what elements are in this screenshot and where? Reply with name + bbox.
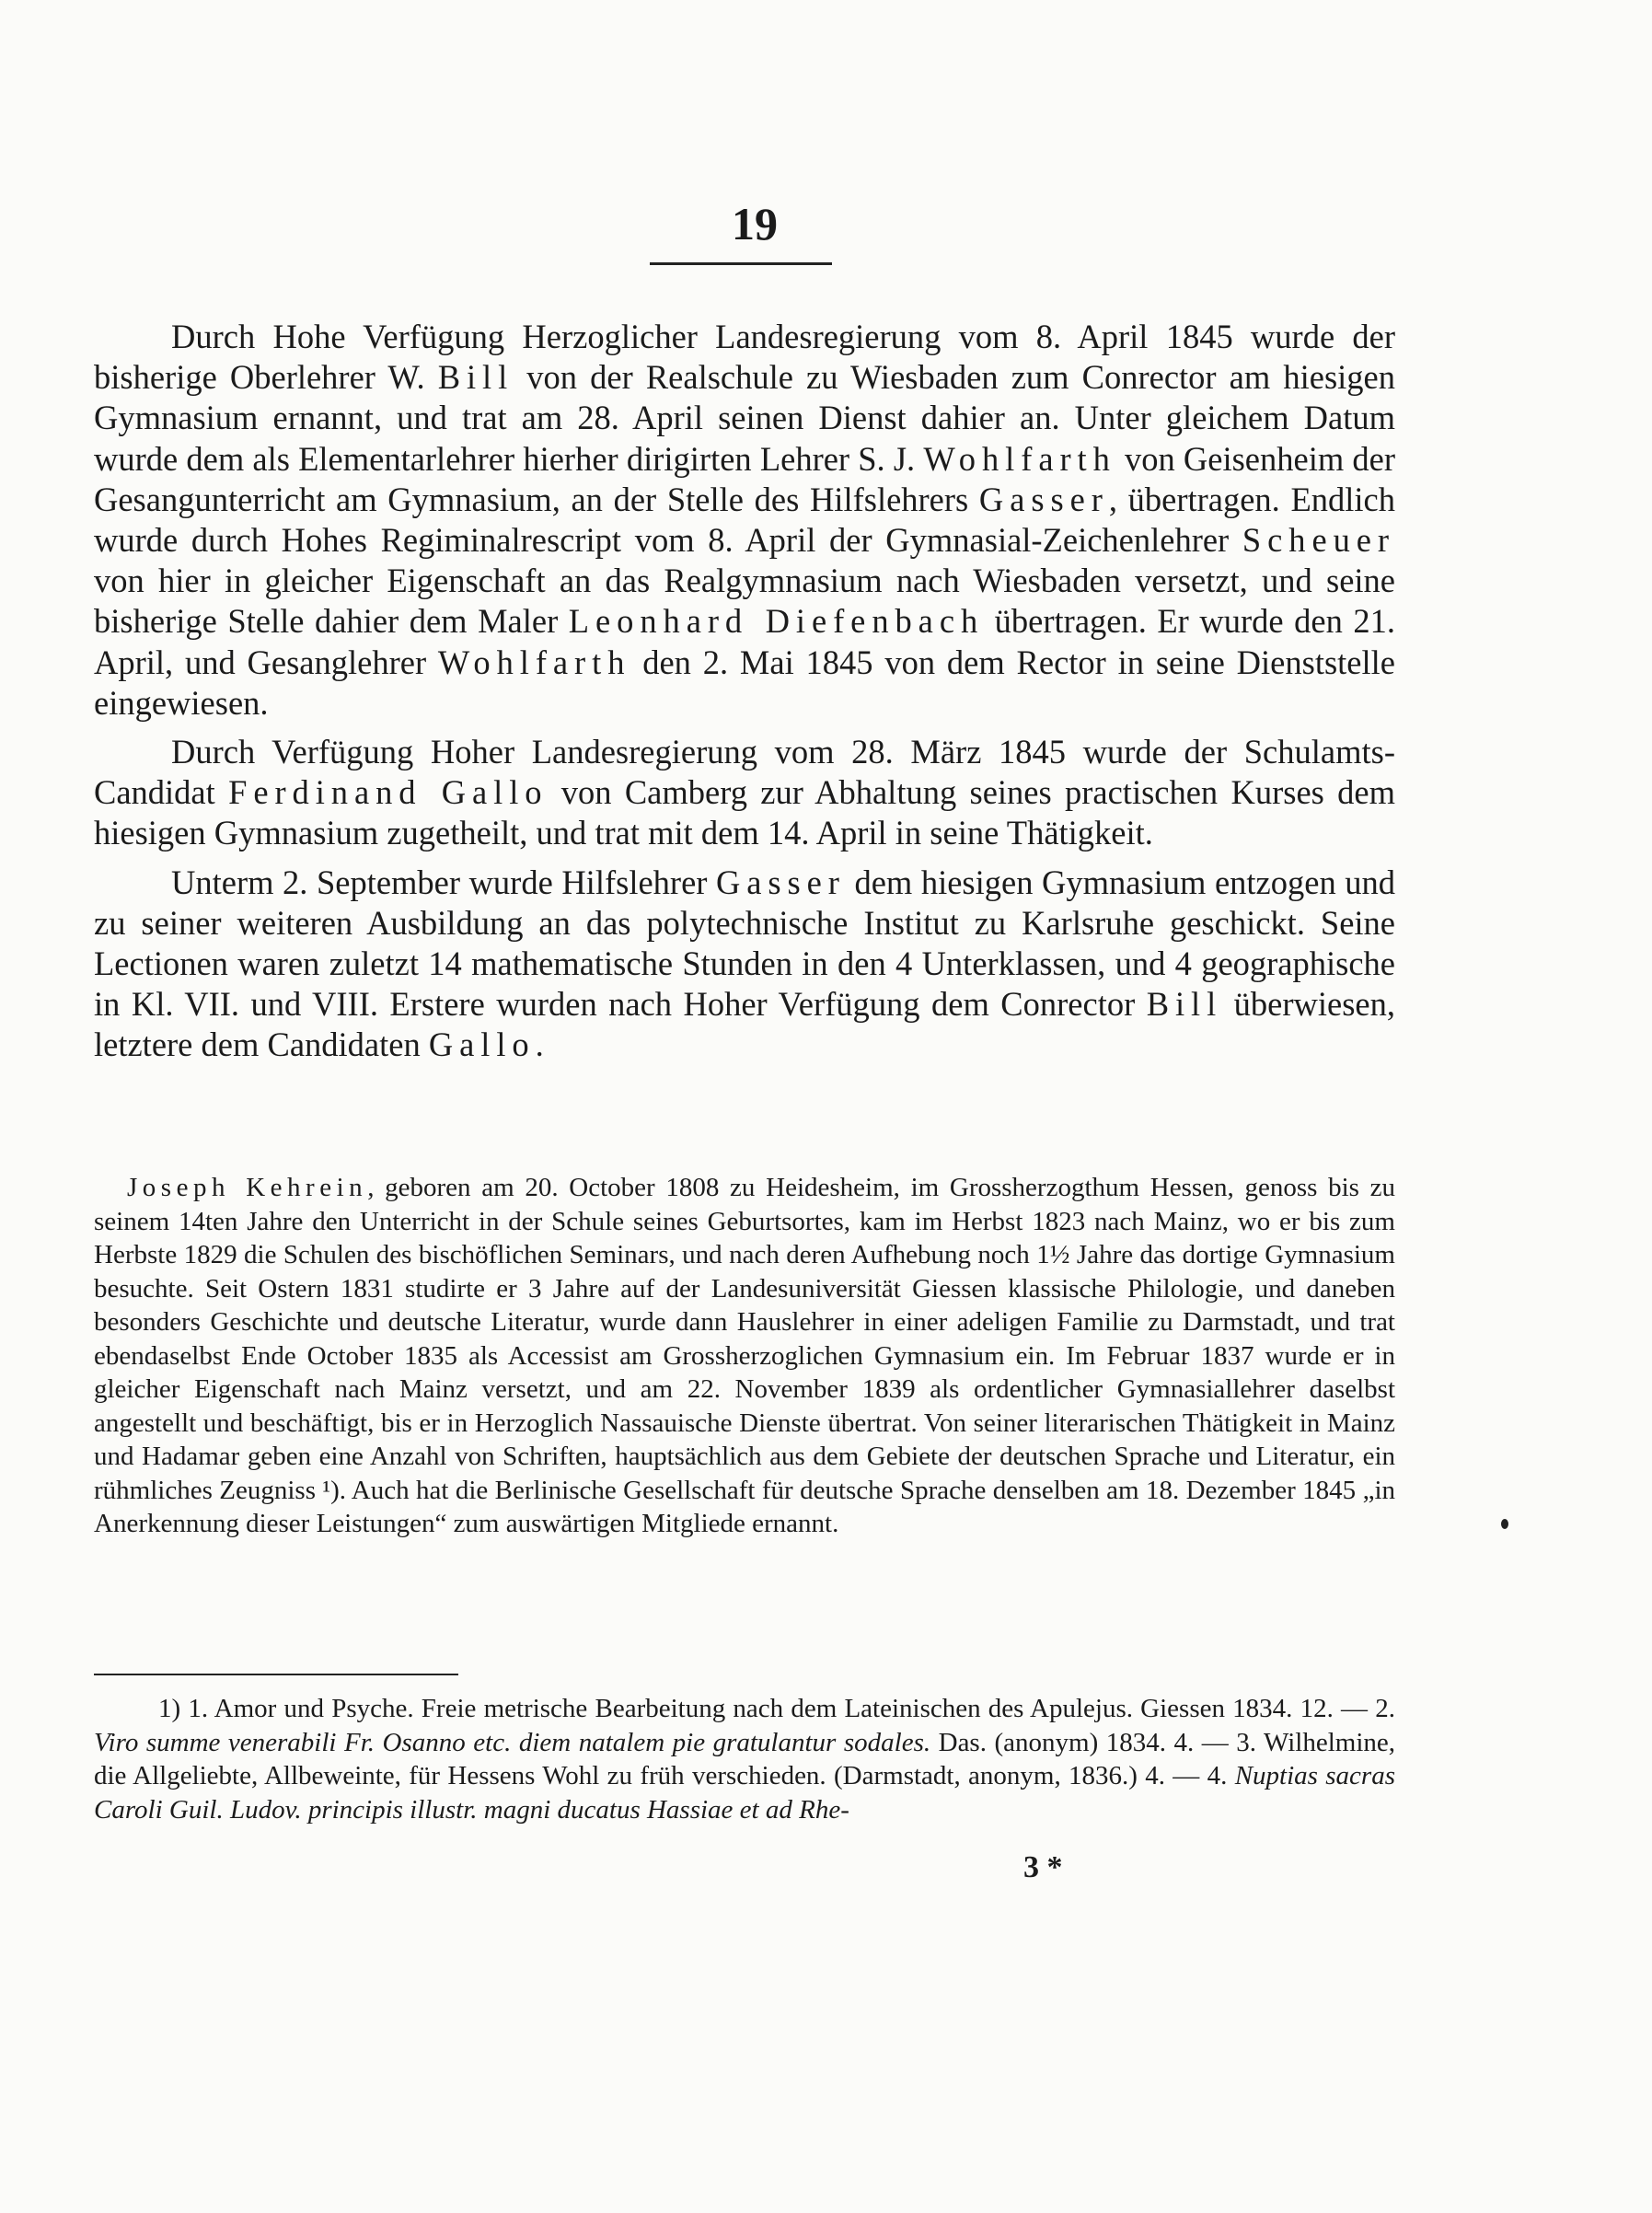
spaced-name: Ferdinand Gallo: [228, 773, 549, 812]
biography-paragraph: [94, 1171, 1395, 1541]
main-text: [94, 317, 1395, 1074]
ink-speck: [1501, 1519, 1508, 1529]
text-run: übertragen. Er wurde den 21. April, und Gesanglehrer: [94, 602, 1395, 681]
header-rule: [650, 262, 832, 265]
footnote-rule: [94, 1674, 458, 1675]
biography-note: [94, 1171, 1395, 1541]
spaced-name: Gasser: [978, 480, 1109, 518]
paragraph: [94, 317, 1395, 724]
footnote-paragraph: [94, 1692, 1395, 1826]
spaced-name: Gasser: [715, 863, 846, 901]
text-run: 1) 1. Amor und Psyche. Freie metrische Bearbeitung nach dem Lateinischen des Apulejus. Giessen 1834. 12. — 2.: [158, 1694, 1395, 1723]
spaced-name: Bill: [1146, 985, 1223, 1024]
text-run: von Geisenheim der Gesangunterricht am Gymnasium, an der Stelle des Hilfslehrers: [94, 439, 1395, 518]
text-run: den 2. Mai 1845 von dem Rector in seine Dienststelle eingewiesen.: [94, 643, 1395, 722]
text-run: , geboren am 20. October 1808 zu Heidesheim, im Grossherzogthum Hessen, genoss bis zu seinem 14ten Jahre den Unterricht in der Schule seines Geburtsortes, kam im Herbst 1823 nach Mainz, wo er bis zum Herbste 1829 die Schulen des bischöflichen Seminars, und nach deren Aufhebung noch 1½ Jahre das dortige Gymnasium besuchte. Seit Ostern 1831 studirte er 3 Jahre auf der Landesuniversität Giessen klassische Philologie, und daneben besonders Geschichte und deutsche Literatur, wurde dann Hauslehrer in einer adeligen Familie zu Darmstadt, und trat ebendaselbst Ende October 1835 als Accessist am Grossherzoglichen Gymnasium ein. Im Februar 1837 wurde er in gleicher Eigenschaft nach Mainz versetzt, und am 22. November 1839 als ordentlicher Gymnasiallehrer daselbst angestellt und beschäftigt, bis er in Herzoglich Nassauische Dienste übertrat. Von seiner literarischen Thätigkeit in Mainz und Hadamar geben eine Anzahl von Schriften, hauptsächlich aus dem Gebiete der deutschen Sprache und Literatur, ein rühmliches Zeugniss ¹). Auch hat die Berlinische Gesellschaft für deutsche Sprache denselben am 18. Dezember 1845 „in Anerkennung dieser Leistungen“ zum auswärtigen Mitgliede ernannt.: [94, 1173, 1395, 1538]
text-run: Durch Hohe Verfügung Herzoglicher Landesregierung vom 8. April 1845 wurde der bisherige Oberlehrer W.: [94, 318, 1395, 397]
text-run: .: [535, 1025, 544, 1064]
signature-mark: 3 *: [1023, 1850, 1063, 1884]
spaced-name: Scheuer: [1242, 521, 1395, 560]
text-run: dem hiesigen Gymnasium entzogen und zu seiner weiteren Ausbildung an das polytechnische Institut zu Karlsruhe geschickt. Seine Lectionen waren zuletzt 14 mathematische Stunden in den 4 Unterklassen, und 4 geographische in Kl. VII. und VIII. Erstere wurden nach Hoher Verfügung dem Conrector: [94, 863, 1395, 1024]
text-run: Das. (anonym) 1834. 4. — 3. Wilhelmine, die Allgeliebte, Allbeweinte, für Hessens Wohl zu früh verschieden. (Darmstadt, anonym, 1836.) 4. — 4.: [94, 1727, 1396, 1790]
paragraph: [94, 863, 1395, 1066]
spaced-name: Wohlfarth: [923, 439, 1116, 478]
italic-text: Viro summe venerabili Fr. Osanno etc. diem natalem pie gratulantur sodales.: [94, 1727, 931, 1757]
text-run: Unterm 2. September wurde Hilfslehrer: [171, 863, 716, 901]
spaced-name: Gallo: [428, 1025, 536, 1064]
text-run: Durch Verfügung Hoher Landesregierung vom 28. März 1845 wurde der Schulamts-Candidat: [94, 733, 1395, 812]
text-run: von hier in gleicher Eigenschaft an das Realgymnasium nach Wiesbaden versetzt, und seine bisherige Stelle dahier dem Maler: [94, 562, 1395, 641]
spaced-name: Leonhard Diefenbach: [568, 602, 985, 641]
text-run: von Camberg zur Abhaltung seines practischen Kurses dem hiesigen Gymnasium zugetheilt, und trat mit dem 14. April in seine Thätigkeit.: [94, 773, 1395, 852]
page-number: 19: [732, 198, 778, 249]
text-run: , übertragen. Endlich wurde durch Hohes Regiminalrescript vom 8. April der Gymnasial-Zeichenlehrer: [94, 480, 1395, 560]
text-run: überwiesen, letztere dem Candidaten: [94, 985, 1395, 1064]
text-run: von der Realschule zu Wiesbaden zum Conrector am hiesigen Gymnasium ernannt, und trat am 28. April seinen Dienst dahier an. Unter gleichem Datum wurde dem als Elementarlehrer hierher dirigirten Lehrer S. J.: [94, 358, 1395, 478]
paragraph: [94, 732, 1395, 854]
spaced-name: Joseph Kehrein: [127, 1173, 368, 1202]
spaced-name: Wohlfarth: [437, 643, 631, 681]
spaced-name: Bill: [437, 358, 514, 397]
footnote: [94, 1692, 1395, 1826]
italic-text: Nuptias sacras Caroli Guil. Ludov. principis illustr. magni ducatus Hassiae et ad Rhe-: [94, 1761, 1395, 1825]
